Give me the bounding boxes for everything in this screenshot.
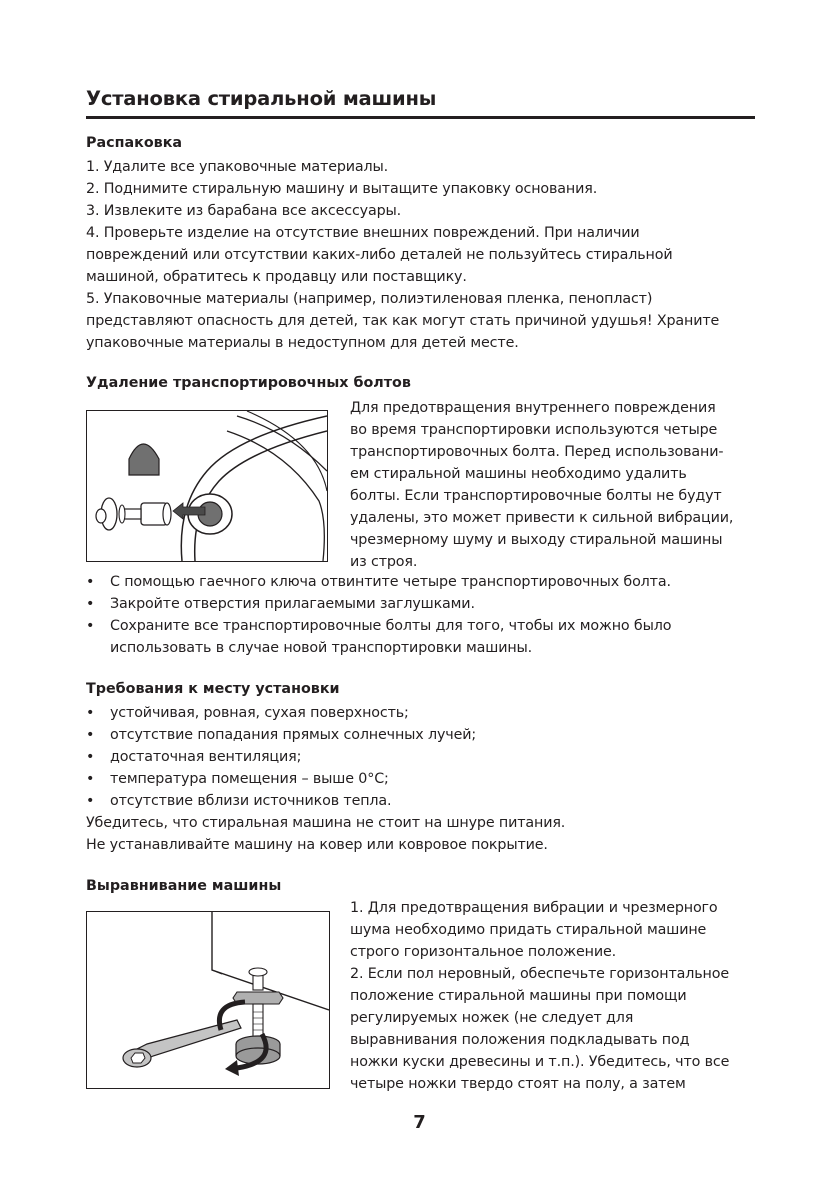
text-line: использовать в случае новой транспортировки машины.: [110, 640, 533, 656]
list-item: [86, 724, 476, 746]
text-line: из строя.: [350, 554, 418, 570]
transport-bolt-illustration: [86, 410, 328, 562]
text-line: устойчивая, ровная, сухая поверхность;: [110, 705, 409, 721]
text-line: строго горизонтальное положение.: [350, 944, 617, 960]
transport-bolts-steps: [86, 571, 671, 659]
location-notes: [86, 812, 565, 856]
text-line: шума необходимо придать стиральной машине: [350, 922, 707, 938]
location-heading: Требования к месту установки: [86, 681, 340, 697]
text-line: 1. Удалите все упаковочные материалы.: [86, 159, 389, 175]
text-line: упаковочные материалы в недоступном для детей месте.: [86, 335, 519, 351]
text-line: 5. Упаковочные материалы (например, полиэтиленовая пленка, пенопласт): [86, 291, 653, 307]
unpacking-text: [86, 156, 719, 354]
bolt-removal-drawing: [87, 411, 327, 561]
list-item: [86, 615, 671, 659]
text-line: С помощью гаечного ключа отвинтите четыре транспортировочных болта.: [110, 574, 671, 590]
text-line: представляют опасность для детей, так как могут стать причиной удушья! Храните: [86, 313, 720, 329]
text-line: Сохраните все транспортировочные болты для того, чтобы их можно было: [110, 618, 672, 634]
bullet-icon: •: [86, 727, 95, 743]
list-item: [86, 768, 476, 790]
text-line: Не устанавливайте машину на ковер или ковровое покрытие.: [86, 837, 548, 853]
page-title: Установка стиральной машины: [86, 87, 437, 110]
text-line: температура помещения – выше 0°C;: [110, 771, 389, 787]
text-line: Убедитесь, что стиральная машина не стоит на шнуре питания.: [86, 815, 566, 831]
text-line: во время транспортировки используются четыре: [350, 422, 718, 438]
text-line: 2. Поднимите стиральную машину и вытащите упаковку основания.: [86, 181, 598, 197]
text-line: положение стиральной машины при помощи: [350, 988, 687, 1004]
bullet-icon: •: [86, 771, 95, 787]
text-line: Закройте отверстия прилагаемыми заглушками.: [110, 596, 475, 612]
bullet-icon: •: [86, 749, 95, 765]
text-line: отсутствие вблизи источников тепла.: [110, 793, 392, 809]
bullet-icon: •: [86, 574, 95, 590]
list-item: [86, 790, 476, 812]
bullet-icon: •: [86, 618, 95, 634]
text-line: Для предотвращения внутреннего повреждения: [350, 400, 716, 416]
list-item: [86, 702, 476, 724]
text-line: ем стиральной машины необходимо удалить: [350, 466, 687, 482]
text-line: удалены, это может привести к сильной вибрации,: [350, 510, 734, 526]
text-line: 3. Извлеките из барабана все аксессуары.: [86, 203, 402, 219]
unpacking-heading: Распаковка: [86, 135, 183, 151]
bullet-icon: •: [86, 793, 95, 809]
text-line: чрезмерному шуму и выходу стиральной машины: [350, 532, 723, 548]
transport-bolts-heading: Удаление транспортировочных болтов: [86, 375, 411, 391]
list-item: [86, 571, 671, 593]
text-line: отсутствие попадания прямых солнечных лучей;: [110, 727, 477, 743]
text-line: транспортировочных болта. Перед использовани-: [350, 444, 724, 460]
transport-bolts-description: [350, 397, 733, 573]
text-line: 2. Если пол неровный, обеспечьте горизонтальное: [350, 966, 729, 982]
title-divider: [86, 116, 755, 119]
text-line: ножки куски древесины и т.п.). Убедитесь, что все: [350, 1054, 730, 1070]
warning-marker-icon: [129, 444, 159, 475]
leveling-foot-drawing: [87, 912, 329, 1088]
text-line: болты. Если транспортировочные болты не будут: [350, 488, 722, 504]
text-line: 4. Проверьте изделие на отсутствие внешних повреждений. При наличии: [86, 225, 640, 241]
text-line: выравнивания положения подкладывать под: [350, 1032, 690, 1048]
leveling-illustration: [86, 911, 330, 1089]
text-line: регулируемых ножек (не следует для: [350, 1010, 634, 1026]
text-line: машиной, обратитесь к продавцу или поставщику.: [86, 269, 467, 285]
location-requirements-list: [86, 702, 476, 812]
leveling-heading: Выравнивание машины: [86, 878, 282, 894]
page-number: 7: [413, 1112, 426, 1133]
text-line: 1. Для предотвращения вибрации и чрезмерного: [350, 900, 718, 916]
leveling-description: [350, 897, 729, 1095]
text-line: повреждений или отсутствии каких-либо деталей не пользуйтесь стиральной: [86, 247, 673, 263]
list-item: [86, 746, 476, 768]
text-line: достаточная вентиляция;: [110, 749, 302, 765]
list-item: [86, 593, 671, 615]
bullet-icon: •: [86, 705, 95, 721]
text-line: четыре ножки твердо стоят на полу, а затем: [350, 1076, 686, 1092]
bullet-icon: •: [86, 596, 95, 612]
